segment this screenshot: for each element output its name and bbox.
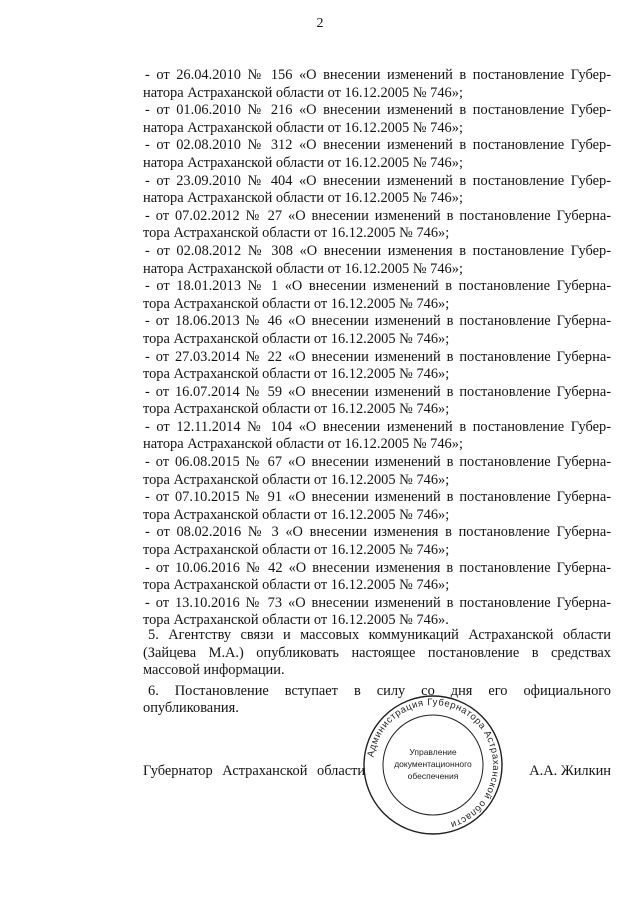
amendment-tail: тора Астраханской области от 16.12.2005 № 746»; bbox=[143, 471, 450, 488]
signer-title: Губернатор Астраханской области bbox=[143, 763, 366, 779]
paragraph-5: 5. Агентству связи и массовых коммуникаций Астраханской области (Зайцева М.А.) опубликовать настоящее постановление в средствах массовой информации. bbox=[143, 627, 611, 679]
amendment-tail: тора Астраханской области от 16.12.2005 № 746»; bbox=[143, 506, 450, 523]
amendment-item bbox=[143, 67, 611, 102]
amendment-head: - от 01.06.2010 № 216 «О внесении изменений в постановление Губер- bbox=[145, 102, 611, 119]
amendment-head: - от 18.01.2013 № 1 «О внесении изменений в постановление Губерна- bbox=[145, 278, 611, 295]
seal-graphic bbox=[354, 695, 512, 835]
amendment-head: - от 02.08.2012 № 308 «О внесении изменения в постановление Губер- bbox=[145, 242, 611, 259]
amendment-tail: тора Астраханской области от 16.12.2005 № 746»; bbox=[143, 401, 450, 418]
official-seal bbox=[354, 695, 512, 835]
paragraph-6: 6. Постановление вступает в силу со дня его официального опубликования. bbox=[143, 682, 611, 717]
amendment-item bbox=[143, 454, 611, 489]
amendment-head: - от 16.07.2014 № 59 «О внесении изменений в постановление Губерна- bbox=[145, 383, 611, 400]
amendment-head: - от 06.08.2015 № 67 «О внесении изменений в постановление Губерна- bbox=[145, 454, 611, 471]
amendment-item bbox=[143, 313, 611, 348]
page-number: 2 bbox=[316, 16, 324, 31]
amendment-head: - от 07.10.2015 № 91 «О внесении изменений в постановление Губерна- bbox=[145, 489, 611, 506]
amendment-tail: натора Астраханской области от 16.12.2005 № 746»; bbox=[143, 190, 463, 207]
amendment-item bbox=[143, 384, 611, 419]
amendment-head: - от 23.09.2010 № 404 «О внесении изменений в постановление Губер- bbox=[145, 172, 611, 189]
amendment-tail: тора Астраханской области от 16.12.2005 № 746»; bbox=[143, 295, 450, 312]
amendment-tail: тора Астраханской области от 16.12.2005 № 746»; bbox=[143, 225, 450, 242]
amendment-item bbox=[143, 489, 611, 524]
signer-name: А.А. Жилкин bbox=[529, 763, 611, 779]
amendment-item bbox=[143, 419, 611, 454]
amendment-head: - от 27.03.2014 № 22 «О внесении изменений в постановление Губерна- bbox=[145, 348, 611, 365]
amendment-head: - от 02.08.2010 № 312 «О внесении изменений в постановление Губер- bbox=[145, 137, 611, 154]
amendment-tail: натора Астраханской области от 16.12.2005 № 746»; bbox=[143, 260, 463, 277]
amendment-item bbox=[143, 137, 611, 172]
amendment-tail: тора Астраханской области от 16.12.2005 № 746»; bbox=[143, 330, 450, 347]
amendment-head: - от 18.06.2013 № 46 «О внесении изменений в постановление Губерна- bbox=[145, 313, 611, 330]
amendment-item bbox=[143, 173, 611, 208]
amendment-tail: натора Астраханской области от 16.12.2005 № 746»; bbox=[143, 84, 463, 101]
amendment-head: - от 10.06.2016 № 42 «О внесении изменения в постановление Губерна- bbox=[145, 559, 611, 576]
amendment-item bbox=[143, 524, 611, 559]
amendment-item bbox=[143, 595, 611, 630]
amendment-head: - от 12.11.2014 № 104 «О внесении изменений в постановление Губер- bbox=[145, 418, 611, 435]
seal-outer-text: Администрация Губернатора Астраханской области bbox=[365, 696, 502, 831]
amendment-head: - от 07.02.2012 № 27 «О внесении изменений в постановление Губерна- bbox=[145, 207, 611, 224]
amendment-tail: тора Астраханской области от 16.12.2005 № 746»; bbox=[143, 366, 450, 383]
amendment-item bbox=[143, 208, 611, 243]
amendment-tail: тора Астраханской области от 16.12.2005 № 746»; bbox=[143, 577, 450, 594]
amendment-item bbox=[143, 278, 611, 313]
amendment-head: - от 26.04.2010 № 156 «О внесении изменений в постановление Губер- bbox=[145, 67, 611, 83]
seal-center-line-2: документационного bbox=[394, 759, 472, 769]
amendment-head: - от 08.02.2016 № 3 «О внесении изменения в постановление Губерна- bbox=[145, 524, 611, 541]
amendment-tail: натора Астраханской области от 16.12.2005 № 746»; bbox=[143, 119, 463, 136]
amendment-item bbox=[143, 560, 611, 595]
amendment-tail: тора Астраханской области от 16.12.2005 № 746». bbox=[143, 612, 449, 629]
amendment-tail: натора Астраханской области от 16.12.2005 № 746»; bbox=[143, 436, 463, 453]
amendments-list bbox=[143, 67, 611, 630]
amendment-item bbox=[143, 102, 611, 137]
amendment-tail: тора Астраханской области от 16.12.2005 № 746»; bbox=[143, 542, 450, 559]
seal-center-line-1: Управление bbox=[409, 747, 457, 757]
seal-center-line-3: обеспечения bbox=[407, 771, 459, 781]
amendment-item bbox=[143, 349, 611, 384]
amendment-item bbox=[143, 243, 611, 278]
amendment-tail: натора Астраханской области от 16.12.2005 № 746»; bbox=[143, 154, 463, 171]
amendment-head: - от 13.10.2016 № 73 «О внесении изменений в постановление Губерна- bbox=[145, 594, 611, 611]
